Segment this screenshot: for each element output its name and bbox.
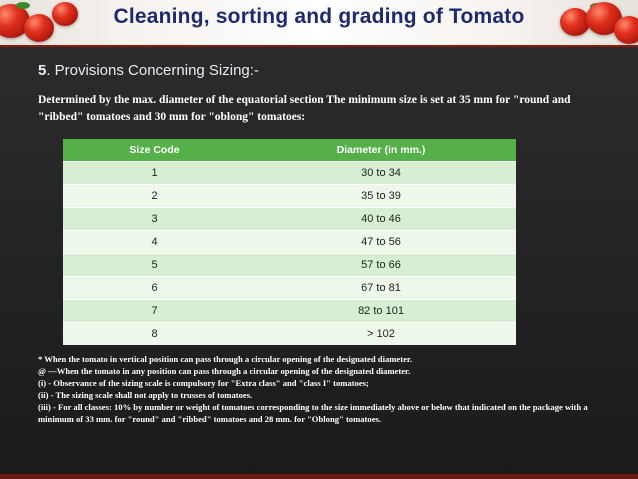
table-row [63, 162, 516, 185]
bottom-divider [0, 474, 638, 479]
size-code-cell: 2 [63, 185, 246, 208]
size-code-cell: 5 [63, 254, 246, 277]
diameter-cell: 67 to 81 [246, 277, 516, 300]
footnotes [38, 353, 598, 426]
table-row [63, 231, 516, 254]
size-code-table [63, 139, 516, 345]
footnote: (iii) - For all classes: 10% by number or weight of tomatoes corresponding to the size immediately above or below that indicated on the package with a minimum of 33 mm. for "round" and "ribbed" tomatoes and 28 mm. for "Oblong" tomatoes. [38, 402, 588, 425]
diameter-cell: 30 to 34 [246, 162, 516, 185]
slide-title: Cleaning, sorting and grading of Tomato [113, 5, 525, 28]
column-header-size-code: Size Code [63, 139, 246, 162]
diameter-cell: 47 to 56 [246, 231, 516, 254]
title-divider [0, 45, 638, 47]
section-title: . Provisions Concerning Sizing:- [46, 62, 259, 79]
intro-paragraph: Determined by the max. diameter of the equatorial section The minimum size is set at 35 mm for "round and "ribbed" tomatoes and 30 mm for "oblong" tomatoes: [38, 94, 571, 123]
table-header-row [63, 139, 516, 162]
table-row [63, 323, 516, 346]
table-row [63, 300, 516, 323]
table-row [63, 254, 516, 277]
footnote: * When the tomato in vertical position can pass through a circular opening of the designated diameter. [38, 354, 413, 364]
footnote: @ —When the tomato in any position can pass through a circular opening of the designated diameter. [38, 366, 411, 377]
size-code-cell: 6 [63, 277, 246, 300]
size-code-cell: 7 [63, 300, 246, 323]
diameter-cell: 82 to 101 [246, 300, 516, 323]
diameter-cell: 57 to 66 [246, 254, 516, 277]
section-heading [38, 62, 259, 79]
diameter-cell: 35 to 39 [246, 185, 516, 208]
table-row [63, 208, 516, 231]
table-row [63, 185, 516, 208]
size-code-cell: 1 [63, 162, 246, 185]
diameter-cell: 40 to 46 [246, 208, 516, 231]
footnote: (i) - Observance of the sizing scale is compulsory for "Extra class" and "class I" tomatoes; [38, 378, 369, 389]
size-code-cell: 3 [63, 208, 246, 231]
section-number: 5 [38, 62, 47, 79]
footnote: (ii) - The sizing scale shall not apply to trusses of tomatoes. [38, 390, 253, 401]
size-code-cell: 8 [63, 323, 246, 346]
title-banner [0, 0, 638, 46]
diameter-cell: > 102 [246, 323, 516, 346]
table-row [63, 277, 516, 300]
size-code-cell: 4 [63, 231, 246, 254]
column-header-diameter: Diameter (in mm.) [246, 139, 516, 162]
